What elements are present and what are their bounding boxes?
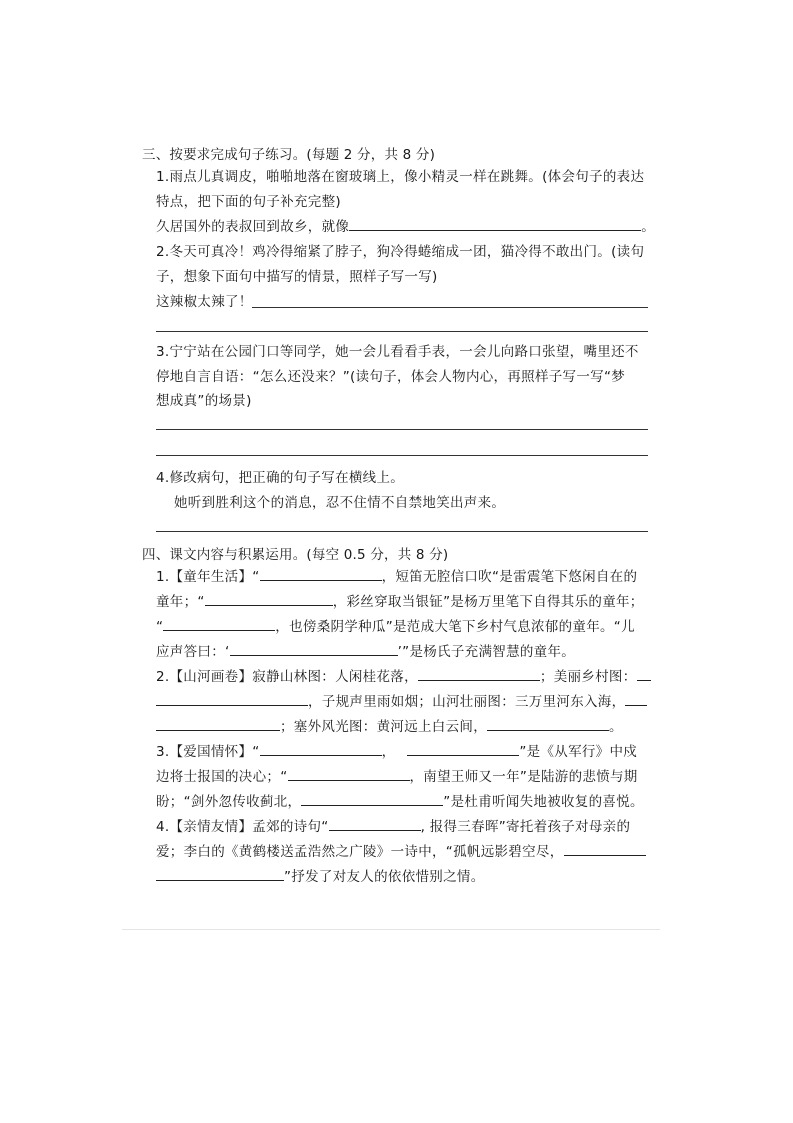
q4-2-blank-3-start[interactable] xyxy=(625,693,647,706)
q4-2-blank-1[interactable] xyxy=(418,668,540,681)
q4-2-text-a: 2.【山河画卷】寂静山林图：人闲桂花落， xyxy=(156,669,418,685)
q4-1-blank-1[interactable] xyxy=(260,568,382,581)
q3-1-answer-blank[interactable] xyxy=(349,218,641,231)
q4-4-blank-1[interactable] xyxy=(329,818,421,831)
q3-1-prompt: 久居国外的表叔回到故乡，就像 xyxy=(156,219,350,235)
q4-2-blank-2-start[interactable] xyxy=(637,668,651,681)
q4-2-line-3 xyxy=(156,718,623,736)
q4-4-line-1 xyxy=(156,818,630,836)
q3-3-line-1: 3.宁宁站在公园门口等同学，她一会儿看看手表，一会儿向路口张望，嘴里还不 xyxy=(156,344,639,360)
q4-1-text-h: ’”是杨氏子充满智慧的童年。 xyxy=(397,644,576,660)
q3-3-line-3: 想成真”的场景) xyxy=(156,393,252,409)
q3-1-end: 。 xyxy=(641,219,656,235)
q4-1-line-1 xyxy=(156,568,637,586)
q4-2-line-1 xyxy=(156,668,651,686)
q4-3-line-3 xyxy=(156,793,644,811)
q3-2-answer-line-2[interactable] xyxy=(156,331,648,332)
q3-2-answer-line-1[interactable] xyxy=(252,307,648,308)
q4-2-line-2 xyxy=(156,693,647,711)
q4-1-line-3 xyxy=(156,618,635,636)
q4-1-text-e: “ xyxy=(156,619,164,635)
q4-3-blank-4[interactable] xyxy=(301,793,443,806)
q4-3-text-a: 3.【爱国情怀】“ xyxy=(156,744,260,760)
q4-1-blank-3[interactable] xyxy=(163,618,275,631)
q4-2-blank-4[interactable] xyxy=(487,718,609,731)
q4-1-blank-2[interactable] xyxy=(205,593,333,606)
q4-1-line-4 xyxy=(156,643,575,661)
q4-4-text-c: 爱；李白的《黄鹤楼送孟浩然之广陵》一诗中，“孤帆远影碧空尽， xyxy=(156,844,564,860)
q4-1-blank-4[interactable] xyxy=(230,643,398,656)
page-divider xyxy=(122,929,660,930)
q4-1-line-2 xyxy=(156,593,644,611)
q3-2-prompt-line xyxy=(156,293,253,311)
q4-2-text-b: ；美丽乡村图： xyxy=(539,669,637,685)
q4-3-text-b: ， xyxy=(381,744,396,760)
q4-4-blank-2-end[interactable] xyxy=(156,868,284,881)
q4-2-blank-2-end[interactable] xyxy=(156,693,308,706)
q4-3-text-c: ”是《从军行》中戍 xyxy=(519,744,638,760)
q4-2-blank-3-end[interactable] xyxy=(156,718,280,731)
q4-3-text-e: ，南望王师又一年”是陆游的悲愤与期 xyxy=(409,769,638,785)
q3-2-line-2: 子，想象下面句中描写的情景，照样子写一写) xyxy=(156,269,438,285)
q4-2-text-e: 。 xyxy=(609,719,623,735)
q3-1-line-2: 特点，把下面的句子补充完整) xyxy=(156,194,341,210)
q4-1-text-b: ，短笛无腔信口吹“是雷震笔下悠闲自在的 xyxy=(381,569,638,585)
q4-3-blank-2[interactable] xyxy=(407,743,519,756)
q4-1-text-g: 应声答曰：‘ xyxy=(156,644,230,660)
q3-4-answer-line[interactable] xyxy=(156,531,648,532)
q4-4-text-b: , 报得三春晖”寄托着孩子对母亲的 xyxy=(420,819,631,835)
q3-4-sentence: 她听到胜利这个的消息，忍不住情不自禁地笑出声来。 xyxy=(174,495,506,511)
q3-1-line-1: 1.雨点儿真调皮，啪啪地落在窗玻璃上，像小精灵一样在跳舞。(体会句子的表达 xyxy=(156,169,645,185)
q4-4-blank-2-start[interactable] xyxy=(564,843,646,856)
q4-4-line-2 xyxy=(156,843,646,861)
q3-1-prompt-line xyxy=(156,218,655,236)
section-4-heading: 四、课文内容与积累运用。(每空 0.5 分，共 8 分) xyxy=(142,547,449,563)
q3-3-answer-line-1[interactable] xyxy=(156,429,648,430)
q4-3-text-f: 盼；“剑外忽传收蓟北， xyxy=(156,794,302,810)
q4-3-blank-1[interactable] xyxy=(260,743,382,756)
q4-4-text-a: 4.【亲情友情】孟郊的诗句“ xyxy=(156,819,329,835)
q4-4-text-d: ”抒发了对友人的依依惜别之情。 xyxy=(284,869,485,885)
q4-3-line-2 xyxy=(156,768,638,786)
q4-3-line-1 xyxy=(156,743,637,761)
q4-3-blank-3[interactable] xyxy=(288,768,410,781)
q4-2-text-c: ，子规声里雨如烟；山河壮丽图：三万里河东入海， xyxy=(308,694,626,710)
q4-2-text-d: ；塞外风光图：黄河远上白云间， xyxy=(280,719,487,735)
q4-1-text-d: ，彩丝穿取当银钲”是杨万里笔下自得其乐的童年； xyxy=(332,594,644,610)
q4-3-text-d: 边将士报国的决心；“ xyxy=(156,769,288,785)
q3-2-prompt: 这辣椒太辣了！ xyxy=(156,294,253,310)
q4-1-text-c: 童年；“ xyxy=(156,594,205,610)
q4-1-text-a: 1.【童年生活】“ xyxy=(156,569,260,585)
q3-2-line-1: 2.冬天可真冷！鸡冷得缩紧了脖子，狗冷得蜷缩成一团，猫冷得不敢出门。(读句 xyxy=(156,244,645,260)
q4-1-text-f: ，也傍桑阴学种瓜”是范成大笔下乡村气息浓郁的童年。“儿 xyxy=(275,619,635,635)
q3-4-line-1: 4.修改病句，把正确的句子写在横线上。 xyxy=(156,470,405,486)
q4-4-line-3 xyxy=(156,868,485,886)
q4-3-text-g: ”是杜甫听闻失地被收复的喜悦。 xyxy=(443,794,644,810)
section-3-heading: 三、按要求完成句子练习。(每题 2 分，共 8 分) xyxy=(142,147,436,163)
q3-3-line-2: 停地自言自语：“怎么还没来？”(读句子，体会人物内心，再照样子写一写“梦 xyxy=(156,369,626,385)
q3-3-answer-line-2[interactable] xyxy=(156,455,648,456)
